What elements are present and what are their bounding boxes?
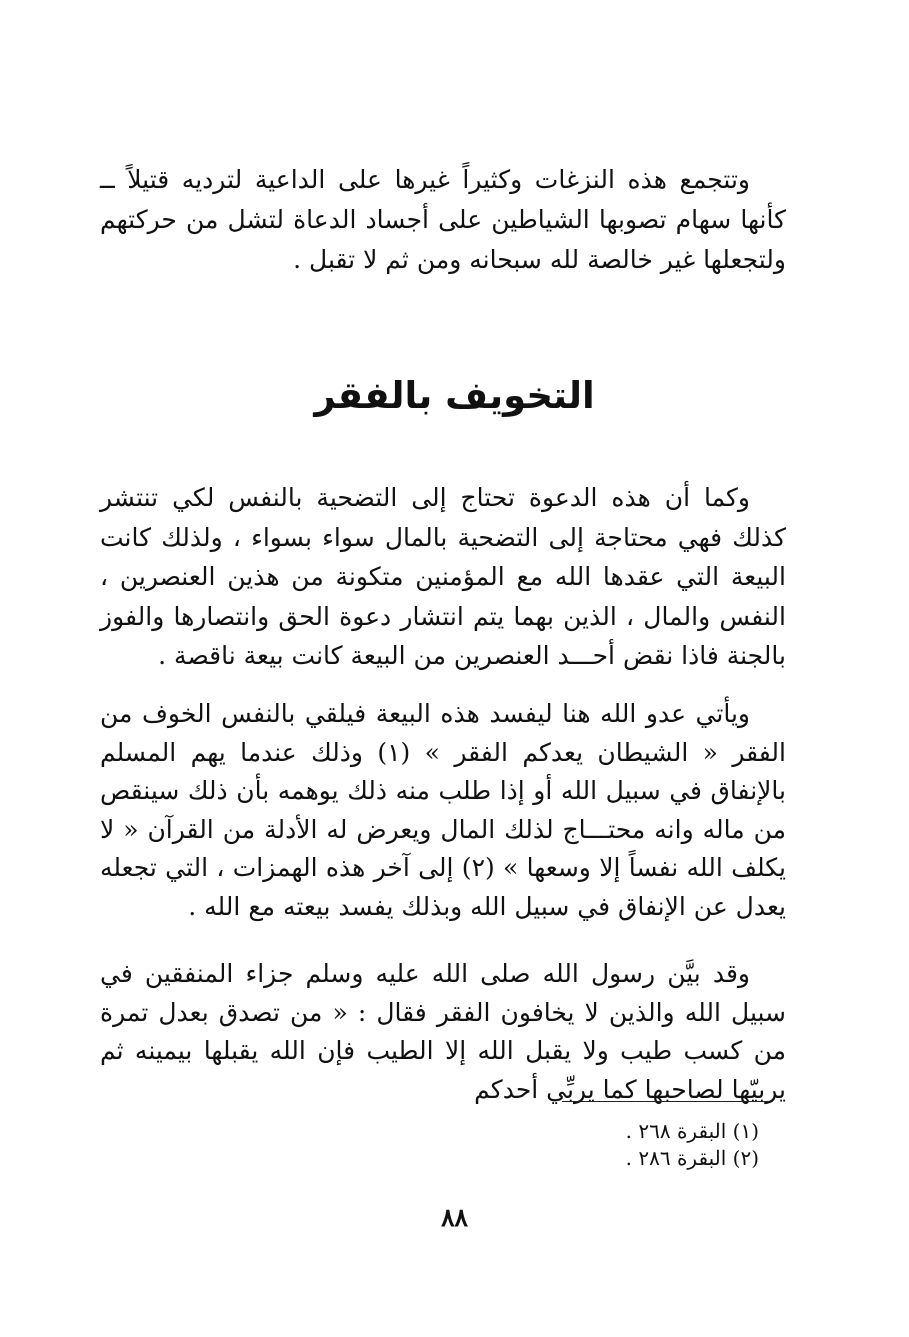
paragraph-1 (100, 478, 786, 676)
page-number: ٨٨ (441, 1203, 468, 1232)
paragraph-2 (100, 695, 786, 926)
paragraph-3-text: وقد بيَّن رسول الله صلى الله عليه وسلم جزاء المنفقين في سبيل الله والذين لا يخافون الفقر فقال : « من تصدق بعدل تمرة من كسب طيب ولا يقبل الله إلا الطيب فإن الله يقبلها بيمينه ثم يربيّها لصاحبها كما يربِّي أحدكم (100, 959, 786, 1104)
footnote-1: (١) البقرة ٢٦٨ . (625, 1119, 759, 1143)
paragraph-1-text: وكما أن هذه الدعوة تحتاج إلى التضحية بالنفس لكي تنتشر كذلك فهي محتاجة إلى التضحية بالمال سواء بسواء ، ولذلك كانت البيعة التي عقدها الله مع المؤمنين متكونة من هذين العنصرين ، النفس والمال ، الذين بهما يتم انتشار دعوة الحق وانتصارها والفوز بالجنة فاذا نقض أحـــد العنصرين من البيعة كانت بيعة ناقصة . (100, 483, 786, 670)
intro-text: وتتجمع هذه النزغات وكثيراً غيرها على الداعية لترديه قتيلاً ــ كأنها سهام تصوبها الشياطين على أجساد الدعاة لتشل من حركتهم ولتجعلها غير خالصة لله سبحانه ومن ثم لا تقبل . (100, 165, 786, 274)
footnotes (509, 1118, 759, 1172)
intro-paragraph (100, 160, 786, 280)
paragraph-3 (100, 955, 786, 1109)
section-heading: التخويف بالفقر (314, 374, 595, 417)
paragraph-2-text: ويأتي عدو الله هنا ليفسد هذه البيعة فيلقي بالنفس الخوف من الفقر « الشيطان يعدكم الفقر » (١) وذلك عندما يهم المسلم بالإنفاق في سبيل الله أو إذا طلب منه ذلك يوهمه بأن ذلك سينقص من ماله وانه محتـــاج لذلك المال ويعرض له الأدلة من القرآن « لا يكلف الله نفساً إلا وسعها » (٢) إلى آخر هذه الهمزات ، التي تجعله يعدل عن الإنفاق في سبيل الله وبذلك يفسد بيعته مع الله . (100, 699, 786, 921)
footnote-2: (٢) البقرة ٢٨٦ . (625, 1146, 759, 1170)
footnote-divider (562, 1101, 768, 1102)
